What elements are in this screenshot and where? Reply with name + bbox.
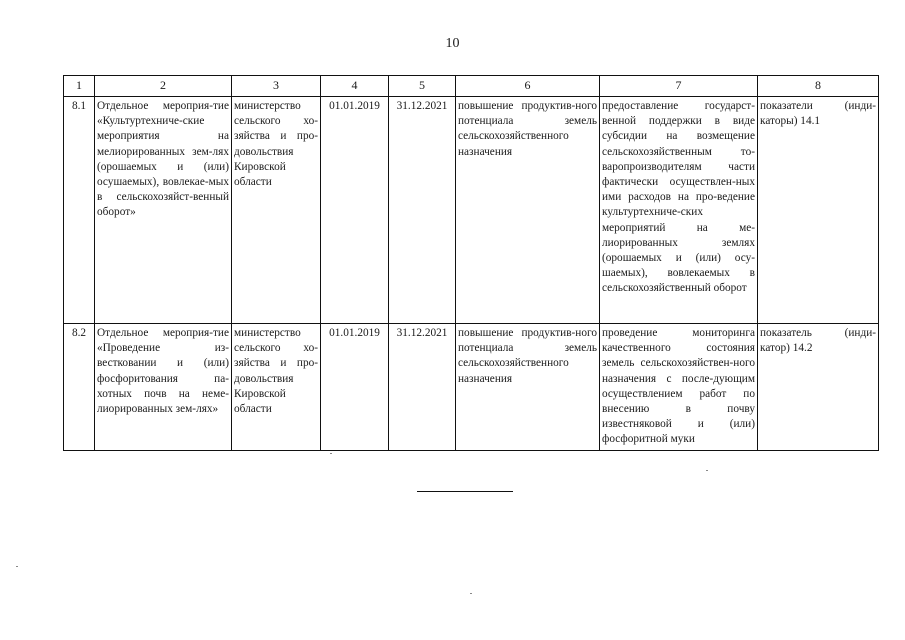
activity-content-cell: проведение мониторинга качественного состояния земель сельскохозяйствен-ного назначения с после-дующим осуществлением работ по внесению в почву известняковой и (или) фосфоритной муки: [600, 324, 758, 451]
expected-result-cell: повышение продуктив-ного потенциала земель сельскохозяйственного назначения: [456, 324, 600, 451]
column-header: 6: [456, 76, 600, 97]
scan-speck: [706, 470, 708, 471]
executor-cell: министерство сельского хо-зяйства и про-довольствия Кировской области: [232, 97, 321, 324]
end-date-cell: 31.12.2021: [389, 324, 456, 451]
column-header: 4: [321, 76, 389, 97]
end-date-cell: 31.12.2021: [389, 97, 456, 324]
indicators-cell: показатель (инди-катор) 14.2: [758, 324, 879, 451]
activity-content-cell: предоставление государст-венной поддержки в виде субсидии на возмещение сельскохозяйственным то-варопроизводителям части фактически осуществлен-ных ими расходов на про-ведение культуртехниче-ских мероприятий на ме-лиорированных землях (орошаемых и (или) осу-шаемых), вовлекаемых в сельскохозяйственный оборот: [600, 97, 758, 324]
row-number: 8.2: [64, 324, 95, 451]
start-date-cell: 01.01.2019: [321, 97, 389, 324]
scan-speck: [330, 453, 332, 454]
column-header: 7: [600, 76, 758, 97]
table-row: [64, 324, 879, 451]
column-header: 8: [758, 76, 879, 97]
column-header: 5: [389, 76, 456, 97]
start-date-cell: 01.01.2019: [321, 324, 389, 451]
column-header: 3: [232, 76, 321, 97]
page-number: 10: [445, 36, 460, 51]
event-name-cell: Отдельное мероприя-тие «Проведение из-вестковании и (или) фосфоритования па-хотных почв на неме-лиорированных зем-лях»: [95, 324, 232, 451]
header-row: [64, 76, 879, 97]
event-name-cell: Отдельное мероприя-тие «Культуртехниче-ские мероприятия на мелиорированных зем-лях (орошаемых и (или) осушаемых), вовлекае-мых в сельскохозяйст-венный оборот»: [95, 97, 232, 324]
table-row: [64, 97, 879, 324]
indicators-cell: показатели (инди-каторы) 14.1: [758, 97, 879, 324]
end-of-document-rule: [417, 491, 513, 492]
scan-speck: [470, 593, 472, 594]
measures-table: [63, 75, 879, 451]
executor-cell: министерство сельского хо-зяйства и про-довольствия Кировской области: [232, 324, 321, 451]
expected-result-cell: повышение продуктив-ного потенциала земель сельскохозяйственного назначения: [456, 97, 600, 324]
column-header: 1: [64, 76, 95, 97]
row-number: 8.1: [64, 97, 95, 324]
column-header: 2: [95, 76, 232, 97]
scan-speck: [16, 566, 18, 567]
